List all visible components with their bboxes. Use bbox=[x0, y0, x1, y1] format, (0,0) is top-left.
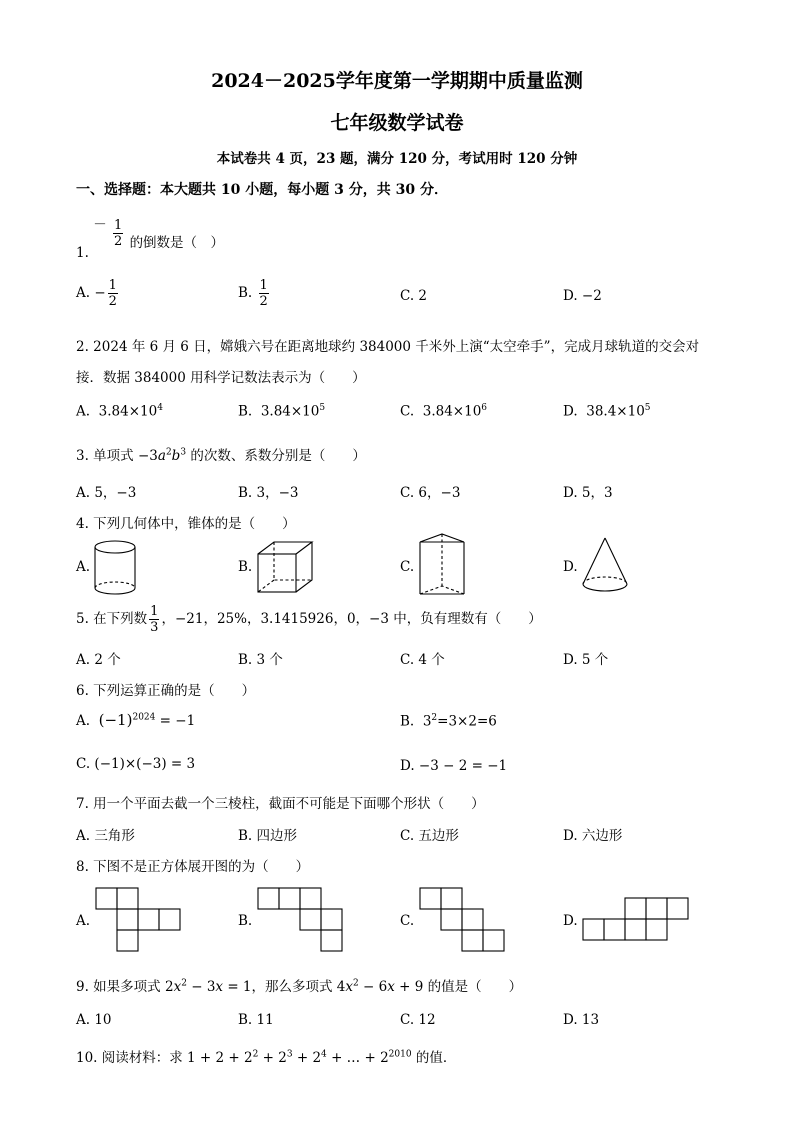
variable: b bbox=[171, 448, 181, 464]
numerator: 1 bbox=[113, 218, 123, 233]
option-b[interactable]: B. bbox=[238, 913, 253, 929]
question-text: 3. 单项式 −3 bbox=[76, 448, 158, 464]
net-c-figure bbox=[420, 888, 510, 954]
option-a[interactable] bbox=[76, 711, 195, 729]
option-c[interactable]: C. 6，−3 bbox=[400, 485, 461, 501]
option-a[interactable]: A. 2 个 bbox=[76, 652, 121, 668]
option-a[interactable]: A. 5，−3 bbox=[76, 485, 137, 501]
net-b-figure bbox=[258, 888, 348, 954]
exponent: 4 bbox=[321, 1049, 327, 1060]
option-value: 3.84×10 bbox=[260, 403, 320, 420]
option-value: (−1) bbox=[98, 711, 133, 729]
option-d[interactable]: D. 六边形 bbox=[563, 828, 623, 844]
prism-figure bbox=[418, 532, 470, 598]
option-d[interactable]: D. bbox=[563, 913, 578, 929]
denominator: 3 bbox=[150, 620, 159, 635]
exam-info: 本试卷共 4 页，23 题，满分 120 分，考试用时 120 分钟 bbox=[216, 151, 578, 167]
exponent: 3 bbox=[180, 447, 187, 458]
question-text: 的倒数是（ ） bbox=[129, 235, 225, 251]
question-text: 5. 在下列数 bbox=[76, 611, 148, 627]
option-d[interactable]: D. −2 bbox=[563, 288, 602, 304]
question-10 bbox=[76, 1046, 456, 1066]
section-heading: 一、选择题：本大题共 10 小题，每小题 3 分，共 30 分． bbox=[76, 182, 448, 198]
variable: a bbox=[157, 448, 166, 464]
option-b[interactable]: B. 四边形 bbox=[238, 828, 298, 844]
option-a[interactable]: A. 三角形 bbox=[76, 828, 135, 844]
exponent: 2 bbox=[165, 447, 172, 458]
net-d-figure bbox=[582, 897, 694, 943]
option-a[interactable] bbox=[76, 278, 120, 309]
option-b[interactable] bbox=[400, 713, 497, 730]
option-label: C. bbox=[400, 403, 415, 420]
cube-figure bbox=[256, 540, 316, 596]
question-8: 8. 下图不是正方体展开图的为（ ） bbox=[76, 859, 310, 875]
exponent: 2 bbox=[252, 1049, 259, 1060]
option-a[interactable] bbox=[76, 403, 163, 420]
option-value: 3.84×10 bbox=[422, 403, 482, 420]
option-label: B. bbox=[238, 285, 253, 301]
sign: − bbox=[94, 285, 106, 301]
option-b[interactable]: B. 3 个 bbox=[238, 652, 283, 668]
option-value: 3.84×10 bbox=[98, 403, 158, 420]
option-b[interactable] bbox=[238, 278, 271, 309]
frac-sign: － bbox=[93, 217, 107, 233]
exponent: 2 bbox=[181, 978, 187, 989]
option-value: 38.4×10 bbox=[586, 403, 645, 420]
question-text: + 2 bbox=[258, 1050, 287, 1066]
variable: x bbox=[387, 979, 395, 995]
option-c[interactable]: C. (−1)×(−3) = 3 bbox=[76, 756, 196, 772]
question-text: 的次数、系数分别是（ ） bbox=[186, 448, 366, 464]
option-label: A. bbox=[76, 285, 91, 301]
fraction bbox=[113, 218, 123, 249]
option-c[interactable] bbox=[400, 403, 487, 420]
question-7: 7. 用一个平面去截一个三棱柱，截面不可能是下面哪个形状（ ） bbox=[76, 796, 485, 812]
fraction bbox=[108, 278, 118, 309]
option-label: A. bbox=[76, 713, 91, 729]
exponent: 2010 bbox=[388, 1049, 412, 1060]
cone-figure bbox=[580, 536, 630, 598]
option-value: 3 bbox=[422, 713, 432, 730]
question-text: + 2 bbox=[292, 1050, 322, 1066]
exponent: 2 bbox=[431, 713, 438, 723]
option-c[interactable]: C. 2 bbox=[400, 288, 428, 304]
question-text: − 6 bbox=[358, 979, 388, 995]
cylinder-figure bbox=[90, 540, 140, 596]
option-d[interactable]: D. 13 bbox=[563, 1012, 600, 1028]
question-1 bbox=[76, 213, 224, 261]
exponent: 2024 bbox=[132, 712, 156, 723]
denominator: 2 bbox=[108, 294, 117, 309]
option-c[interactable]: C. bbox=[400, 559, 415, 575]
question-2-line1: 2. 2024 年 6 月 6 日，嫦娥六号在距离地球约 384000 千米外上演“太空牵手”，完成月球轨道的交会对 bbox=[76, 339, 700, 355]
question-text: ，−21，25%，3.1415926，0，−3 中，负有理数有（ ） bbox=[161, 611, 542, 627]
variable: x bbox=[215, 979, 224, 995]
numerator: 1 bbox=[150, 604, 159, 619]
option-c[interactable]: C. 五边形 bbox=[400, 828, 459, 844]
denominator: 2 bbox=[113, 234, 123, 249]
question-text: + 9 的值是（ ） bbox=[394, 979, 523, 995]
option-label: B. bbox=[238, 403, 253, 420]
exponent: 5 bbox=[644, 403, 651, 413]
option-value: =3×2=6 bbox=[437, 713, 497, 730]
question-text: = 1，那么多项式 4 bbox=[223, 979, 346, 995]
exponent: 3 bbox=[286, 1049, 293, 1060]
question-text: 9. 如果多项式 2 bbox=[76, 979, 174, 995]
question-text: − 3 bbox=[186, 979, 216, 995]
option-label: A. bbox=[76, 403, 91, 420]
option-b[interactable]: B. 11 bbox=[238, 1012, 274, 1028]
exponent: 4 bbox=[157, 403, 163, 413]
net-a-figure bbox=[96, 888, 186, 954]
exponent: 2 bbox=[353, 978, 359, 989]
question-text: + … + 2 bbox=[326, 1050, 389, 1066]
denominator: 2 bbox=[259, 294, 268, 309]
option-d[interactable]: D. 5 个 bbox=[563, 652, 609, 668]
option-a[interactable]: A. 10 bbox=[76, 1012, 112, 1028]
option-d[interactable]: D. bbox=[563, 559, 578, 575]
option-c[interactable]: C. 12 bbox=[400, 1012, 436, 1028]
question-6: 6. 下列运算正确的是（ ） bbox=[76, 683, 256, 699]
question-4: 4. 下列几何体中，锥体的是（ ） bbox=[76, 516, 296, 532]
option-c[interactable]: C. 4 个 bbox=[400, 652, 445, 668]
question-text: 的值． bbox=[411, 1050, 457, 1066]
question-2-line2: 接．数据 384000 用科学记数法表示为（ ） bbox=[76, 370, 366, 386]
option-b[interactable]: B. bbox=[238, 559, 253, 575]
exponent: 6 bbox=[481, 403, 488, 413]
exam-subtitle: 七年级数学试卷 bbox=[330, 112, 464, 134]
question-3 bbox=[76, 444, 366, 464]
option-b[interactable]: B. 3，−3 bbox=[238, 485, 299, 501]
option-d[interactable]: D. 5，3 bbox=[563, 485, 613, 501]
question-9 bbox=[76, 975, 522, 995]
question-5 bbox=[76, 604, 542, 635]
option-d[interactable] bbox=[563, 403, 651, 420]
option-label: B. bbox=[400, 713, 415, 730]
variable: x bbox=[173, 979, 182, 995]
option-label: D. bbox=[563, 403, 578, 420]
option-value: = −1 bbox=[159, 713, 196, 729]
option-c[interactable]: C. bbox=[400, 913, 415, 929]
fraction bbox=[259, 278, 269, 309]
numerator: 1 bbox=[108, 278, 117, 293]
option-a[interactable]: A. bbox=[76, 559, 91, 575]
question-number: 1. bbox=[76, 245, 89, 261]
option-b[interactable] bbox=[238, 403, 325, 420]
variable: x bbox=[345, 979, 354, 995]
option-a[interactable]: A. bbox=[76, 913, 91, 929]
option-d[interactable]: D. −3 − 2 = −1 bbox=[400, 758, 508, 774]
numerator: 1 bbox=[259, 278, 268, 293]
exponent: 5 bbox=[319, 403, 326, 413]
question-text: 10. 阅读材料：求 1 + 2 + 2 bbox=[76, 1050, 253, 1066]
exam-title: 2024－2025学年度第一学期期中质量监测 bbox=[211, 70, 583, 92]
fraction bbox=[149, 604, 159, 635]
